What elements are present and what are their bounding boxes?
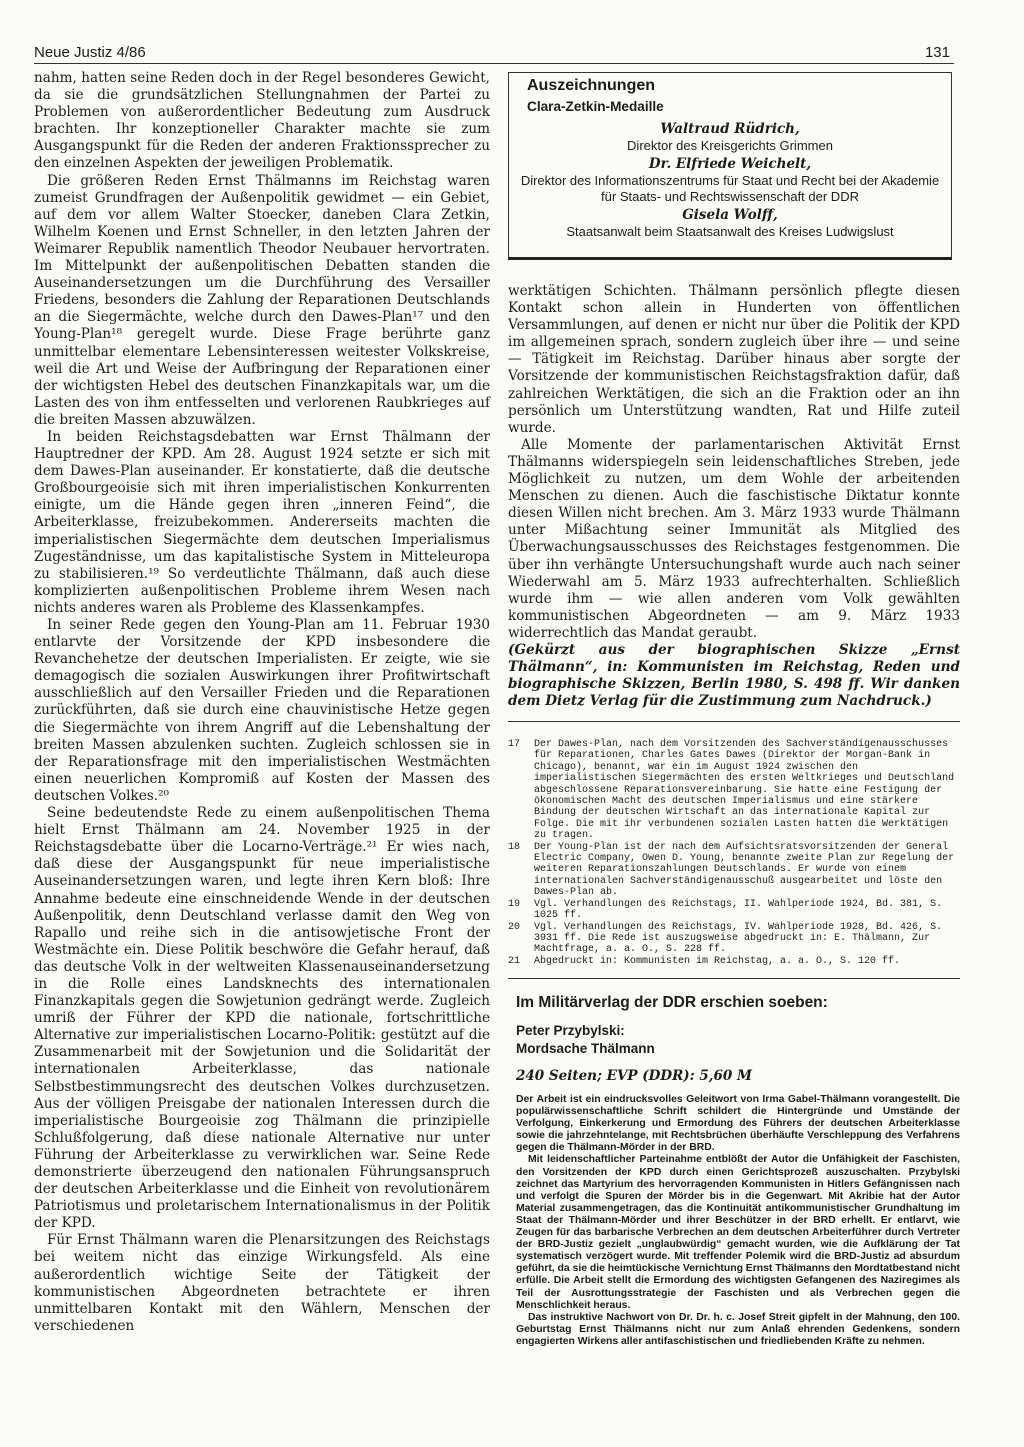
paragraph: Für Ernst Thälmann waren die Plenarsitzungen des Reichstags bei weitem nicht das einzige Wirkungsfeld. Als eine außerordentlich wichtige Seite der Tätigkeit der kommunistischen Abgeordneten betrachtete er ihren unmittelbaren Kontakt mit den Wählern, Menschen der verschiedenen (34, 1232, 490, 1334)
paragraph: Die größeren Reden Ernst Thälmanns im Reichstag waren zumeist Grundfragen der Außenpolitik gewidmet — ein Gebiet, auf dem vor allem Walter Stoecker, daneben Clara Zetkin, Wilhelm Koenen und Ernst Schneller, in den letzten Jahren der Weimarer Republik namentlich Theodor Neubauer hervortraten. Im Mittelpunkt der außenpolitischen Debatten standen die Auseinandersetzungen um die Durchführung des Versailler Friedens, besonders die Zahlung der Reparationen Deutschlands an die Siegermächte, welche durch den Dawes-Plan¹⁷ und den Young-Plan¹⁸ geregelt wurde. Diese Frage berührte ganz unmittelbar elementare Lebensinteressen weitester Volkskreise, weil die Art und Weise der Aufbringung der Reparationen einer der wichtigsten Hebel des deutschen Finanzkapitals war, um die Lasten des von ihm entfesselten und verlorenen Raubkrieges auf die breiten Massen abzuwälzen. (34, 172, 490, 428)
book-title: Mordsache Thälmann (516, 1041, 655, 1056)
footnote-text: Abgedruckt in: Kommunisten im Reichstag, a. a. O., S. 120 ff. (534, 955, 901, 967)
recipient-name: Dr. Elfriede Weichelt, (648, 155, 812, 172)
footnote (508, 899, 958, 922)
footnote-text: Vgl. Verhandlungen des Reichstags, II. Wahlperiode 1924, Bd. 381, S. 1025 ff. (534, 898, 943, 922)
footnote-number: 20 (508, 921, 521, 933)
award-recipient (509, 206, 951, 241)
footnote (508, 739, 958, 842)
award-recipient (509, 120, 951, 155)
left-column (34, 70, 490, 1335)
footnote (508, 956, 958, 967)
awards-heading: Auszeichnungen (527, 77, 656, 94)
footnote-text: Der Young-Plan ist der nach dem Aufsichtsratsvorsitzenden der General Electric Company, Owen D. Young, benannte zweite Plan zur Regelung der weiteren Reparationszahlungen Deutschlands. Er wurde von einem internationalen Sachverständigenausschuß ausgearbeitet und löste den Dawes-Plan ab. (534, 841, 955, 899)
awards-box (508, 72, 952, 260)
award-recipient (509, 155, 951, 206)
footnote (508, 842, 958, 899)
blurb-paragraph: Das instruktive Nachwort von Dr. Dr. h. c. Josef Streit gipfelt in der Mahnung, den 100. Geburtstag Ernst Thälmanns nicht nur zum Anlaß ehrenden Gedenkens, sondern engagierten Wirkens aller antifaschistischen und friedliebenden Kräfte zu nehmen. (516, 1311, 960, 1347)
footnote-divider (508, 721, 960, 722)
publisher-notice (508, 994, 960, 1348)
footnote-number: 21 (508, 955, 521, 967)
paragraph: Alle Momente der parlamentarischen Aktivität Ernst Thälmanns widerspiegeln sein leidenschaftliches Streben, jede Möglichkeit zu nutzen, um dem Wohle der arbeitenden Menschen zu dienen. Auch die faschistische Diktatur konnte diesen Willen nicht brechen. Am 3. März 1933 wurde Thälmann unter Mißachtung seiner Immunität als Mitglied des Überwachungsausschusses des Reichstages festgenommen. Die über ihn verhängte Untersuchungshaft wurde auch nach seiner Wiederwahl am 5. März 1933 aufrechterhalten. Schließlich wurde ihm — wie allen anderen vom Volk gewählten kommunistischen Abgeordneten — am 9. März 1933 widerrechtlich das Mandat geraubt. (508, 436, 960, 641)
footnote-number: 19 (508, 898, 521, 910)
blurb-paragraph: Mit leidenschaftlicher Parteinahme entblößt der Autor die Unfähigkeit der Faschisten, den Vorsitzenden der KPD durch einen Gerichtsprozeß auszuschalten. Przybylski zeichnet das Martyrium des hervorragenden Kommunisten in Hitlers Gefängnissen nach und verfolgt die Spuren der Mörder bis in die Gegenwart. Mit Akribie hat der Autor Material zusammengetragen, das die Kontinuität antikommunistischer Grundhaltung im Staat der Thälmann-Mörder und ihrer Beschützer in der BRD erhellt. Er entlarvt, wie Zeugen für das barbarische Verbrechen an dem deutschen Arbeiterführer durch Vertreter der BRD-Justiz gezielt „unglaubwürdig“ gemacht wurden, wie die Aufklärung der Tat systematisch verzögert wurde. Mit treffender Polemik wird die BRD-Justiz ad absurdum geführt, da sie die heimtückische Vernichtung Ernst Thälmanns den Mordtatbestand nicht erfülle. Die Arbeit stellt die Ermordung des wichtigsten Gefangenen des Naziregimes als Teil der Ausrottungsstrategie der Faschisten und als Verbrechen gegen die Menschlichkeit heraus. (516, 1154, 960, 1311)
footnote-number: 18 (508, 841, 521, 853)
header-rule (34, 63, 954, 64)
recipient-title: Direktor des Informationszentrums für Staat und Recht bei der Akademie für Staats- und Rechtswissenschaft der DDR (520, 172, 940, 204)
footnote-text: Vgl. Verhandlungen des Reichstags, IV. Wahlperiode 1928, Bd. 426, S. 3931 ff. Die Rede ist auszugsweise abgedruckt in: E. Thälmann, Zur Machtfrage, a. a. O., S. 228 ff. (534, 921, 943, 956)
paragraph: nahm, hatten seine Reden doch in der Regel besonderes Gewicht, da sie die grundsätzlichen Stellungnahmen der Partei zu Problemen von außerordentlicher Bedeutung zum Ausdruck brachten. Ihr konzeptioneller Charakter machte sie zum Ausgangspunkt für die Reden der anderen Fraktionssprecher zu den einzelnen Aspekten der jeweiligen Problematik. (34, 70, 490, 172)
recipient-title: Direktor des Kreisgerichts Grimmen (627, 138, 833, 153)
recipient-name: Waltraud Rüdrich, (660, 121, 800, 137)
notice-divider (508, 978, 960, 979)
recipient-name: Gisela Wolff, (682, 206, 778, 223)
footnote-text: Der Dawes-Plan, nach dem Vorsitzenden des Sachverständigenausschusses für Reparationen, Charles Gates Dawes (Direktor der Morgan-Bank in Chicago), benannt, war ein im August 1924 zwischen den imperialistischen Siegermächten des ersten Weltkrieges und Deutschland abgeschlossene Reparationsvereinbarung. Sie hatte eine Festigung der ökonomischen Macht des deutschen Imperialismus und eine stärkere Bindung der deutschen Wirtschaft an das internationale Kapital zur Folge. Die mit ihr verbundenen sozialen Lasten hatten die Werktätigen zu tragen. (534, 739, 955, 842)
paragraph: In beiden Reichstagsdebatten war Ernst Thälmann der Hauptredner der KPD. Am 28. August 1924 setzte er sich mit dem Dawes-Plan auseinander. Er konstatierte, daß die deutsche Großbourgeoisie sich mit ihren imperialistischen Konkurrenten einigte, um die Hände gegen ihren „inneren Feind“, die Arbeiterklasse, freizubekommen. Andererseits machten die imperialistischen Siegermächte dem deutschen Imperialismus Zugeständnisse, um das kapitalistische System in Mitteleuropa zu stabilisieren.¹⁹ So verdeutlichte Thälmann, daß auch diese komplizierten außenpolitischen Probleme ihrem Wesen nach nichts anderes waren als Probleme des Klassenkampfes. (34, 428, 490, 616)
blurb-paragraph: Der Arbeit ist ein eindrucksvolles Geleitwort von Irma Gabel-Thälmann vorangestellt. Die populärwissenschaftliche Schrift schildert die Hintergründe und Umstände der Verfolgung, Einkerkerung und Ermordung des Führers der deutschen Arbeiterklasse sowie die jahrzehntelange, mit Rechtsbrüchen überhäufte Verschleppung des Verfahrens gegen die Thälmann-Mörder in der BRD. (516, 1094, 960, 1154)
notice-heading: Im Militärverlag der DDR erschien soeben: (516, 994, 828, 1011)
recipient-title: Staatsanwalt beim Staatsanwalt des Kreises Ludwigslust (566, 223, 894, 239)
footnote (508, 922, 958, 956)
source-note: (Gekürzt aus der biographischen Skizze „Ernst Thälmann“, in: Kommunisten im Reichstag, Reden und biographische Skizzen, Berlin 1980, S. 498 ff. Wir danken dem Dietz Verlag für die Zustimmung zum Nachdruck.) (508, 641, 960, 710)
footnote-number: 17 (508, 739, 521, 750)
awards-subheading: Clara-Zetkin-Medaille (527, 99, 664, 114)
paragraph: werktätigen Schichten. Thälmann persönlich pflegte diesen Kontakt schon allein in Hunderten von öffentlichen Versammlungen, auf denen er nicht nur über die Politik der KPD im allgemeinen sprach, sondern zugleich über ihre — und seine — Tätigkeit im Reichstag. Darüber hinaus aber sorgte der Vorsitzende der kommunistischen Reichstagsfraktion dafür, daß zahlreichen Werktätigen, die sich an die Fraktion oder an ihn persönlich um Unterstützung wandten, Rat und Hilfe zuteil wurde. (508, 283, 960, 436)
footnotes (508, 739, 958, 967)
page-number: 131 (924, 44, 950, 61)
paragraph: In seiner Rede gegen den Young-Plan am 11. Februar 1930 entlarvte der Vorsitzende der KPD insbesondere die Revanchehetze der deutschen Imperialisten. Er zeigte, wie sie demagogisch die sozialen Auswirkungen ihrer Profitwirtschaft ausschließlich auf den Versailler Frieden und die Reparationen zurückführten, daß sie durch eine chauvinistische Hetze gegen die Siegermächte von ihrem Angriff auf die Lebenshaltung der breiten Massen abzulenken suchten. Zugleich schlossen sie in der Reparationsfrage mit den imperialistischen Westmächten einen neuerlichen Kompromiß auf Kosten der Massen des deutschen Volkes.²⁰ (34, 617, 490, 804)
journal-title: Neue Justiz 4/86 (34, 44, 146, 61)
book-details: 240 Seiten; EVP (DDR): 5,60 M (516, 1068, 752, 1084)
right-column (508, 283, 960, 710)
book-author: Peter Przybylski: (516, 1023, 625, 1038)
paragraph: Seine bedeutendste Rede zu einem außenpolitischen Thema hielt Ernst Thälmann am 24. November 1925 in der Reichstagsdebatte über die Locarno-Verträge.²¹ Er wies nach, daß diese der Ausgangspunkt für neue imperialistische Auseinandersetzungen waren, und legte ihren Kern bloß: Ihre Annahme bedeute eine einschneidende Wende in der deutschen Außenpolitik, denn Deutschland verlasse damit den Weg von Rapallo und reihe sich in die antisowjetische Front der Westmächte ein. Diese Politik beschwöre die Gefahr herauf, daß das deutsche Volk in der weltweiten Klassenauseinandersetzung in die Rolle eines Landsknechts des internationalen Finanzkapitals gegen die Sowjetunion gedrängt werde. Zugleich umriß der Führer der KPD die nationale, fortschrittliche Alternative zur imperialistischen Locarno-Politik: gestützt auf die Zusammenarbeit mit der Sowjetunion und die Solidarität der internationalen Arbeiterklasse, das nationale Selbstbestimmungsrecht des deutschen Volkes durchzusetzen. Aus der völligen Preisgabe der nationalen Interessen durch die imperialistische Bourgeoisie zog Thälmann die prinzipielle Schlußfolgerung, daß diese nationale Alternative nur unter Führung der Arbeiterklasse zu verwirklichen war. Seine Rede demonstrierte überzeugend den nationalen Führungsanspruch der deutschen Arbeiterklasse und die Einheit von revolutionärem Patriotismus und proletarischem Internationalismus in der Politik der KPD. (34, 805, 490, 1232)
